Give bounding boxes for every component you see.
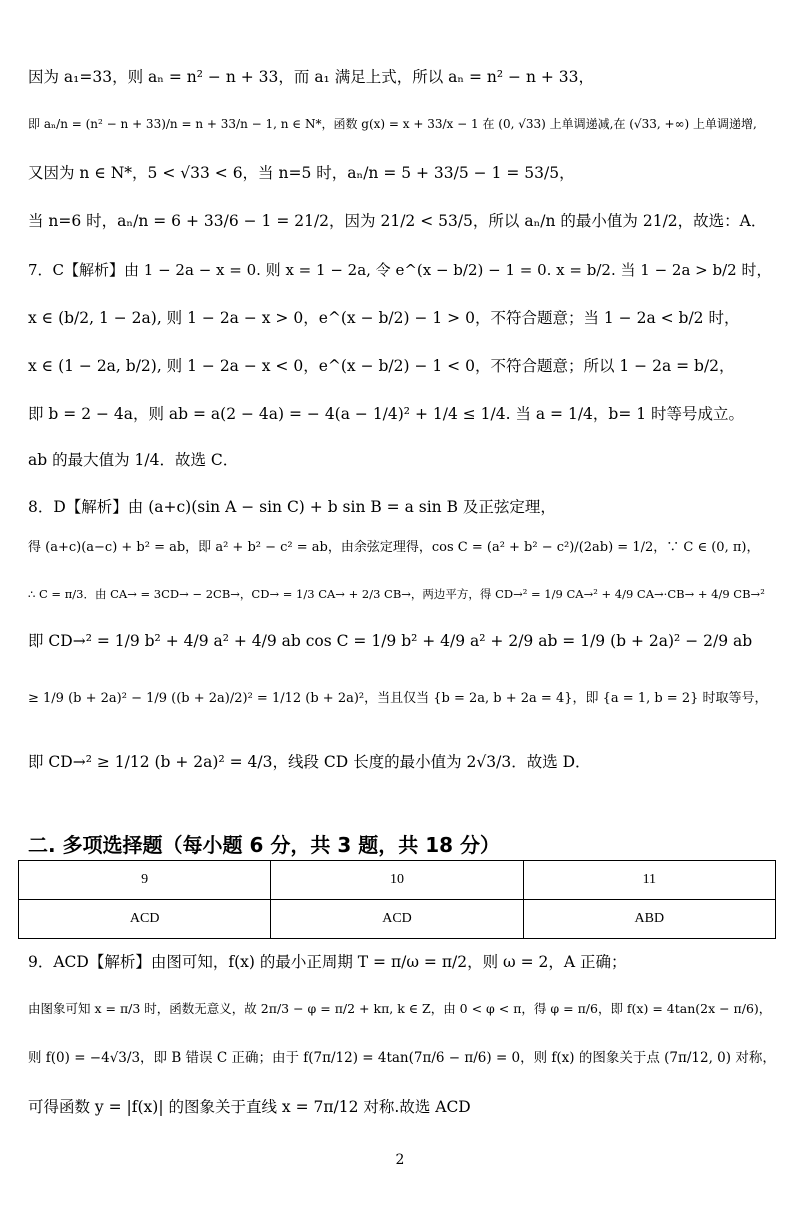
q8-solution-line: 得 (a+c)(a−c) + b² = ab，即 a² + b² − c² = ab，由余弦定理得，cos C = (a² + b² − c²)/(2ab) = 1/2，∵ C ∈ (0, π)， bbox=[28, 540, 760, 555]
q8-solution-line: ≥ 1/9 (b + 2a)² − 1/9 ((b + 2a)/2)² = 1/12 (b + 2a)²，当且仅当 {b = 2a, b + 2a = 4}，即 {a = 1, b = 2} 时取等号， bbox=[28, 691, 768, 706]
q7-solution-line: 即 b = 2 − 4a，则 ab = a(2 − 4a) = − 4(a − 1/4)² + 1/4 ≤ 1/4. 当 a = 1/4，b= 1 时等号成立。 bbox=[28, 405, 745, 423]
q7-solution-line: x ∈ (1 − 2a, b/2), 则 1 − 2a − x < 0，e^(x − b/2) − 1 < 0，不符合题意；所以 1 − 2a = b/2， bbox=[28, 357, 735, 375]
q9-solution-line: 9．ACD【解析】由图可知，f(x) 的最小正周期 T = π/ω = π/2，则 ω = 2，A 正确； bbox=[28, 953, 627, 971]
table-cell: 10 bbox=[271, 861, 523, 900]
table-cell: ABD bbox=[523, 900, 775, 939]
q9-solution-line: 则 f(0) = −4√3/3，即 B 错误 C 正确；由于 f(7π/12) = 4tan(7π/6 − π/6) = 0，则 f(x) 的图象关于点 (7π/12, 0) 对称， bbox=[28, 1050, 776, 1066]
solution-line: 因为 a₁=33，则 aₙ = n² − n + 33，而 a₁ 满足上式，所以 aₙ = n² − n + 33， bbox=[28, 68, 595, 86]
q8-solution-line: 8．D【解析】由 (a+c)(sin A − sin C) + b sin B = a sin B 及正弦定理， bbox=[28, 498, 556, 516]
q8-solution-line: ∴ C = π/3．由 CA→ = 3CD→ − 2CB→，CD→ = 1/3 CA→ + 2/3 CB→，两边平方，得 CD→² = 1/9 CA→² + 4/9 CA→·CB→ + 4/9 CB→² bbox=[28, 587, 765, 601]
table-cell: ACD bbox=[19, 900, 271, 939]
q7-solution-line: ab 的最大值为 1/4．故选 C． bbox=[28, 451, 239, 469]
solution-line: 当 n=6 时，aₙ/n = 6 + 33/6 − 1 = 21/2，因为 21/2 < 53/5，所以 aₙ/n 的最小值为 21/2，故选：A． bbox=[28, 212, 767, 230]
q9-solution-line: 可得函数 y = |f(x)| 的图象关于直线 x = 7π/12 对称.故选 ACD bbox=[28, 1098, 471, 1116]
q7-solution-line: x ∈ (b/2, 1 − 2a), 则 1 − 2a − x > 0，e^(x − b/2) − 1 > 0，不符合题意；当 1 − 2a < b/2 时， bbox=[28, 309, 740, 327]
table-cell: 11 bbox=[523, 861, 775, 900]
q9-solution-line: 由图象可知 x = π/3 时，函数无意义，故 2π/3 − φ = π/2 + kπ, k ∈ Z，由 0 < φ < π，得 φ = π/6，即 f(x) = 4tan(2x − π/6)， bbox=[28, 1001, 772, 1016]
table-cell: 9 bbox=[19, 861, 271, 900]
q8-solution-line: 即 CD→² = 1/9 b² + 4/9 a² + 4/9 ab cos C = 1/9 b² + 4/9 a² + 2/9 ab = 1/9 (b + 2a)² − 2/9 ab bbox=[28, 632, 753, 650]
answer-table bbox=[18, 860, 776, 939]
table-row bbox=[19, 861, 776, 900]
solution-line: 即 aₙ/n = (n² − n + 33)/n = n + 33/n − 1, n ∈ N*，函数 g(x) = x + 33/x − 1 在 (0, √33) 上单调递减,在 (√33, +∞) 上单调递增, bbox=[28, 117, 757, 131]
q8-solution-line: 即 CD→² ≥ 1/12 (b + 2a)² = 4/3，线段 CD 长度的最小值为 2√3/3．故选 D． bbox=[28, 753, 591, 771]
q7-solution-line: 7．C【解析】由 1 − 2a − x = 0. 则 x = 1 − 2a, 令 e^(x − b/2) − 1 = 0. x = b/2. 当 1 − 2a > b/2 时， bbox=[28, 261, 772, 279]
page-number: 2 bbox=[395, 1152, 405, 1168]
table-row bbox=[19, 900, 776, 939]
section-title: 二. 多项选择题（每小题 6 分，共 3 题，共 18 分） bbox=[28, 833, 501, 857]
solution-line: 又因为 n ∈ N*，5 < √33 < 6，当 n=5 时，aₙ/n = 5 + 33/5 − 1 = 53/5， bbox=[28, 164, 575, 182]
table-cell: ACD bbox=[271, 900, 523, 939]
